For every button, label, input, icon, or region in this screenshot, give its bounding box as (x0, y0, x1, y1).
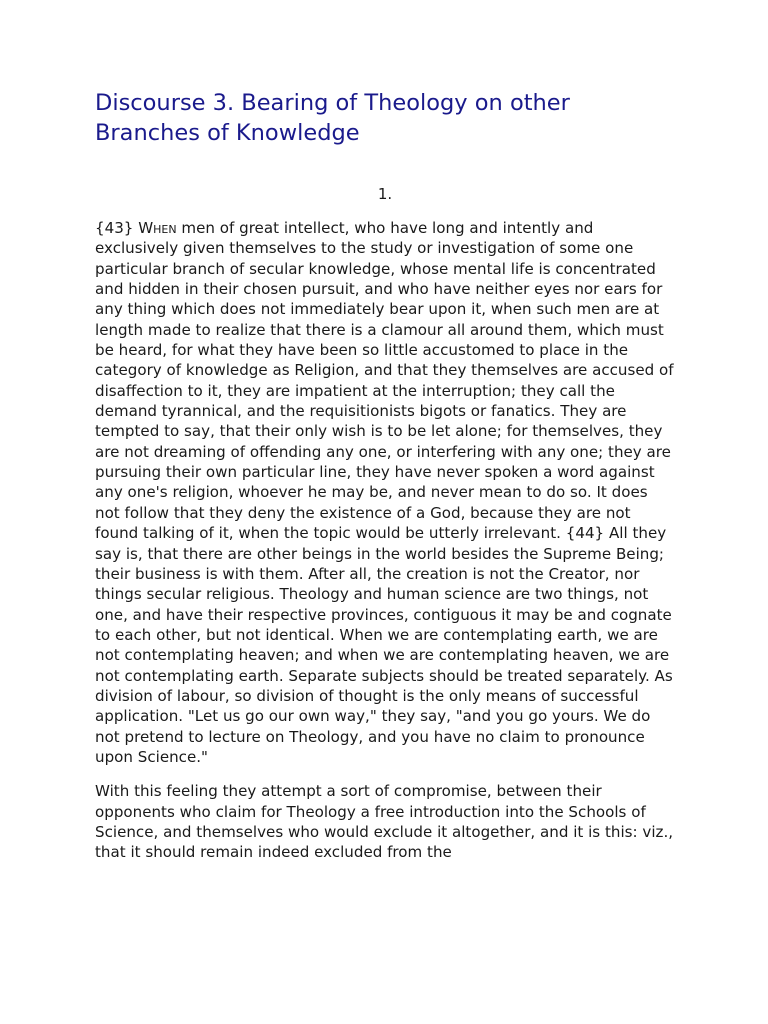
page-reference: {43} (95, 219, 134, 237)
paragraph-1-text: men of great intellect, who have long and intently and exclusively given themselves to the study or investigation of some one particular branch of secular knowledge, whose mental life is concentrated and hidden in their chosen pursuit, and who have neither eyes nor ears for any thing which does not immediately bear upon it, when such men are at length made to realize that there is a clamour all around them, which must be heard, for what they have been so little accustomed to place in the category of knowledge as Religion, and that they themselves are accused of disaffection to it, they are impatient at the interruption; they call the demand tyrannical, and the requisitionists bigots or fanatics. They are tempted to say, that their only wish is to be let alone; for themselves, they are not dreaming of offending any one, or interfering with any one; they are pursuing their own particular line, they have never spoken a word against any one's religion, whoever he may be, and never mean to do so. It does not follow that they deny the existence of a God, because they are not found talking of it, when the topic would be utterly irrelevant. {44} All they say is, that there are other beings in the world besides the Supreme Being; their business is with them. After all, the creation is not the Creator, nor things secular religious. Theology and human science are two things, not one, and have their respective provinces, contiguous it may be and cognate to each other, but not identical. When we are contemplating earth, we are not contemplating heaven; and when we are contemplating heaven, we are not contemplating earth. Separate subjects should be treated separately. As division of labour, so division of thought is the only means of successful application. "Let us go our own way," they say, "and you go yours. We do not pretend to lecture on Theology, and you have no claim to pronounce upon Science." (95, 219, 674, 766)
section-number: 1. (377, 185, 393, 203)
paragraph-1 (95, 218, 675, 767)
drop-word: When (138, 219, 177, 237)
page-title: Discourse 3. Bearing of Theology on other Branches of Knowledge (95, 90, 570, 146)
document-page (95, 88, 675, 877)
paragraph-2: With this feeling they attempt a sort of compromise, between their opponents who claim for Theology a free introduction into the Schools of Science, and themselves who would exclude it altogether, and it is this: viz., that it should remain indeed excluded from the (95, 782, 674, 862)
